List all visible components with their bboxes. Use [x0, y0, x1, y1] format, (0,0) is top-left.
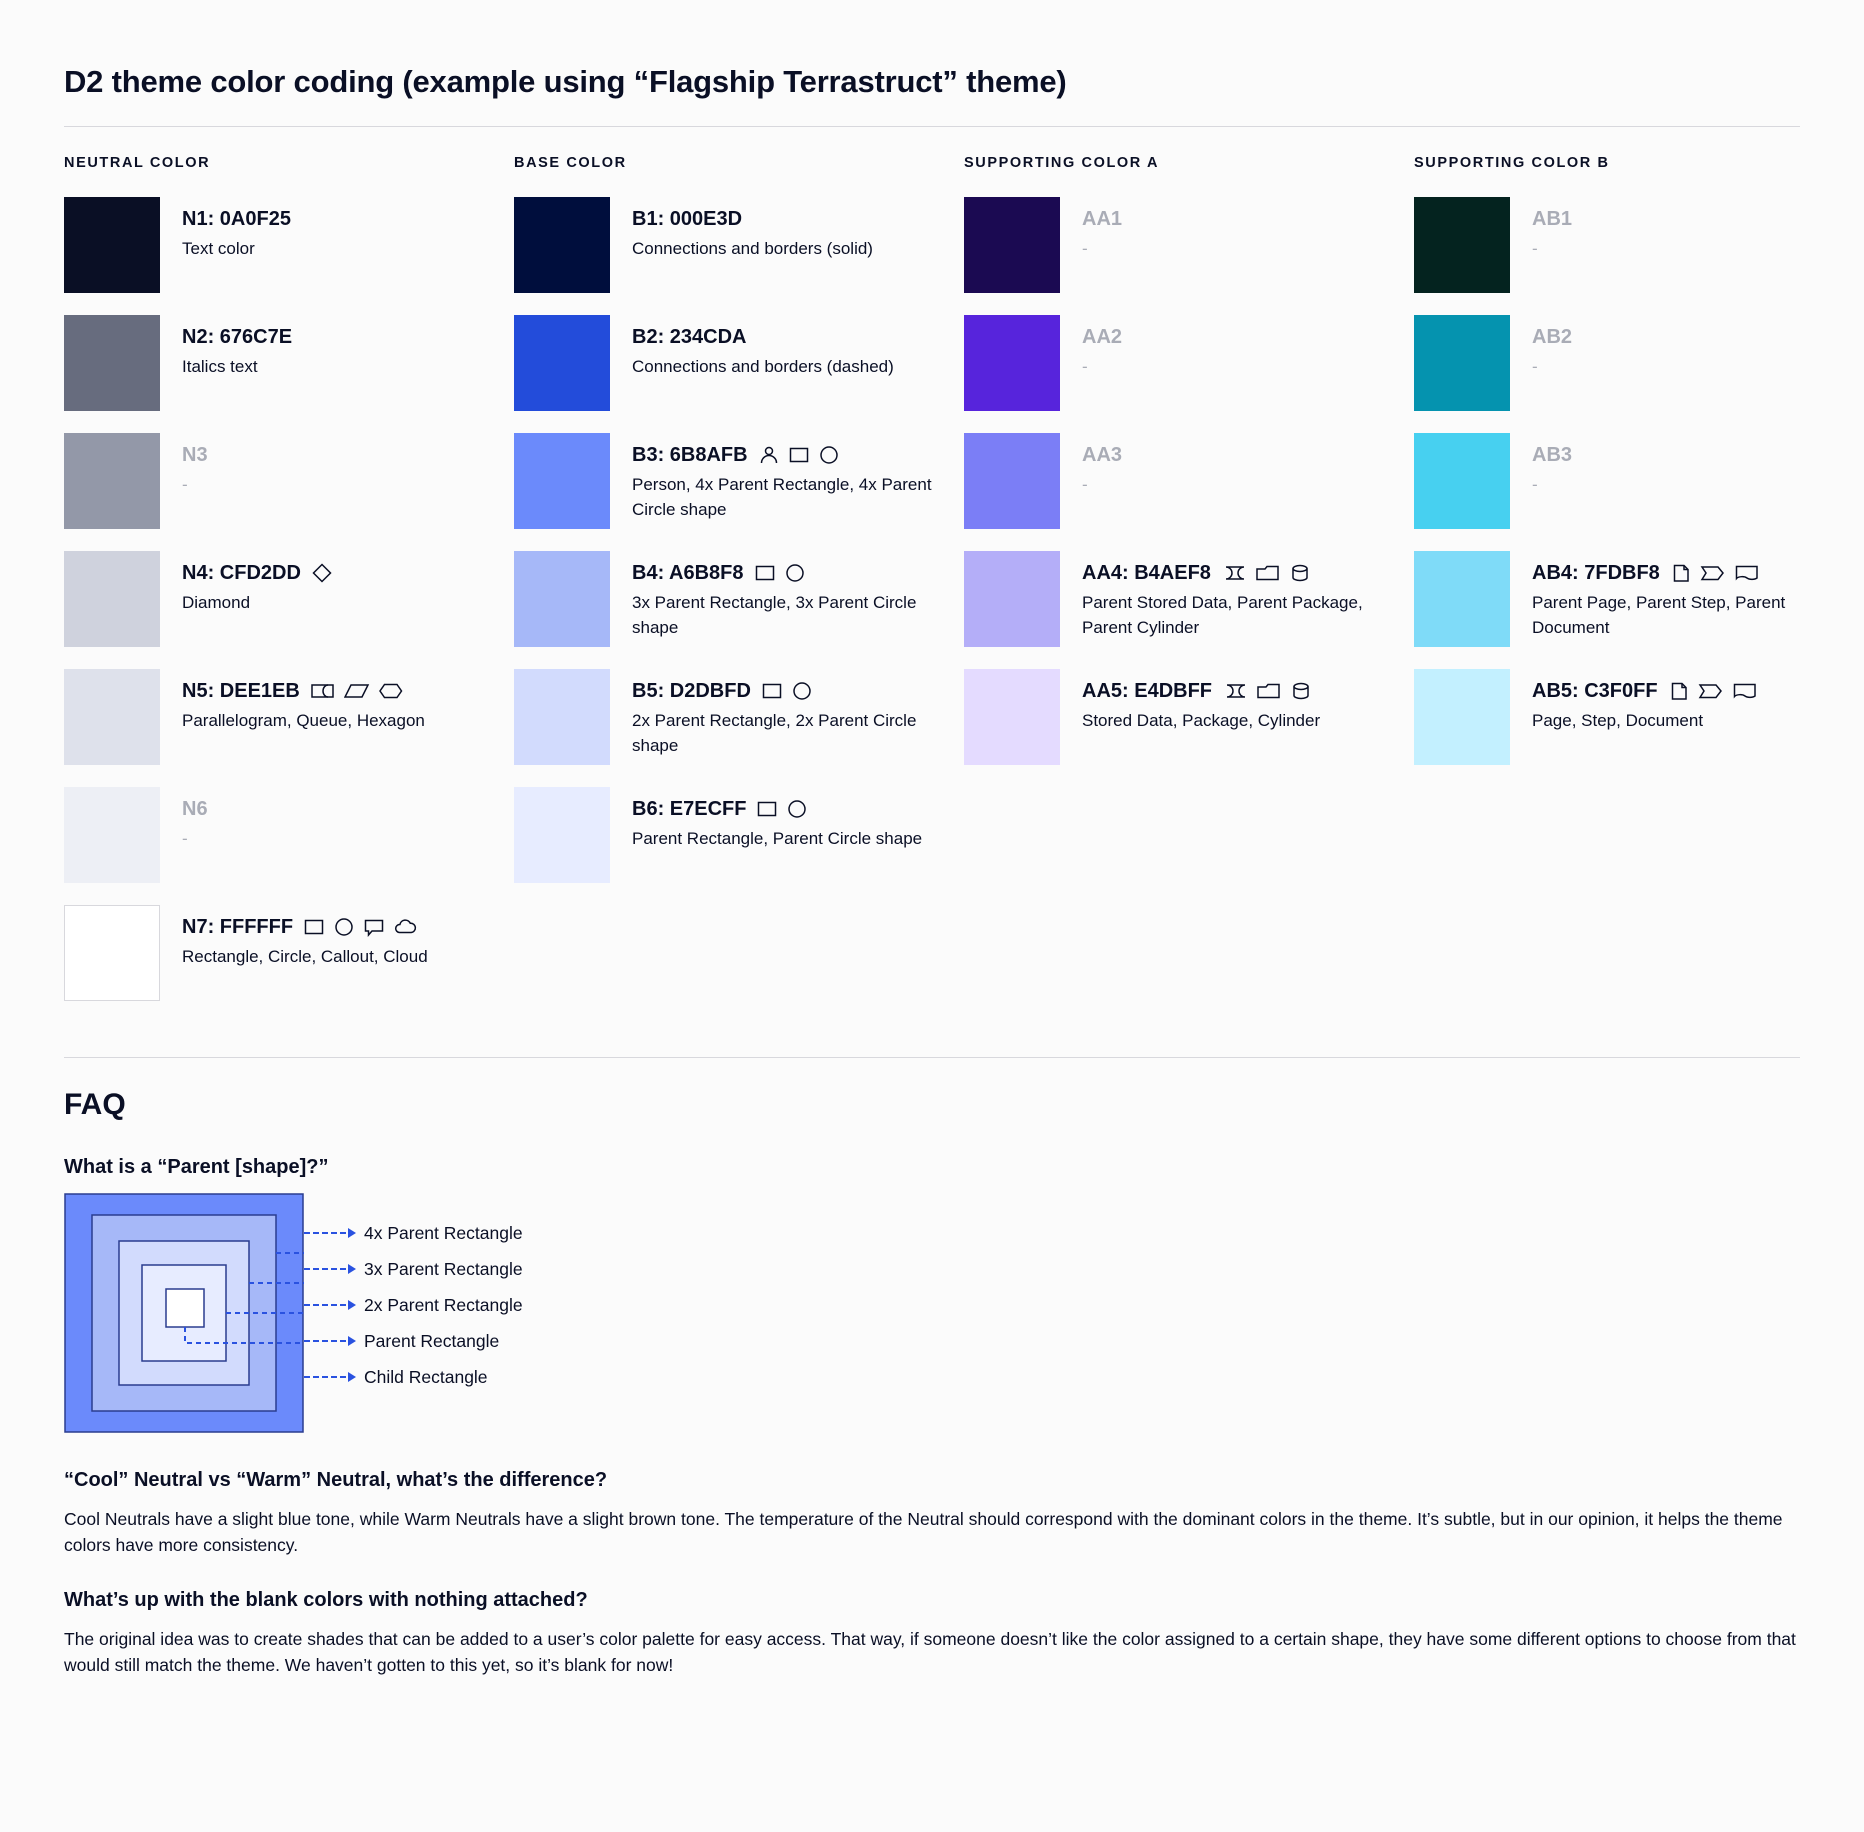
rectangle-icon	[788, 444, 810, 466]
color-swatch	[64, 433, 160, 529]
nesting-legend	[304, 1193, 523, 1395]
swatch-label	[182, 561, 514, 585]
swatch-description: Person, 4x Parent Rectangle, 4x Parent Circle shape	[632, 475, 932, 519]
swatch-label	[182, 325, 514, 349]
swatch-body	[1082, 315, 1414, 380]
faq-question-1: What is a “Parent [shape]?”	[64, 1156, 329, 1178]
column-heading: BASE COLOR	[514, 155, 627, 171]
swatch-body	[182, 315, 514, 380]
circle-icon	[791, 680, 813, 702]
leader-line	[304, 1304, 346, 1306]
nesting-legend-item	[304, 1287, 523, 1323]
swatch-body	[1532, 551, 1844, 640]
page-title: D2 theme color coding (example using “Flagship Terrastruct” theme)	[64, 64, 1067, 99]
swatch-body	[182, 433, 514, 498]
color-swatch-row	[1414, 433, 1844, 529]
swatch-body	[632, 315, 964, 380]
page-icon	[1670, 562, 1692, 584]
swatch-description: -	[1532, 357, 1538, 376]
swatch-label	[182, 207, 514, 231]
nesting-legend-label: 3x Parent Rectangle	[364, 1258, 523, 1279]
color-swatch	[64, 669, 160, 765]
package-icon	[1255, 562, 1281, 584]
leader-line	[304, 1376, 346, 1378]
faq-divider	[64, 1057, 1800, 1058]
diamond-icon	[311, 562, 333, 584]
color-column	[514, 155, 964, 1023]
arrow-icon	[348, 1372, 356, 1382]
swatch-body	[632, 197, 964, 262]
faq-heading: FAQ	[64, 1088, 126, 1121]
swatch-label	[632, 443, 964, 467]
color-swatch-row	[64, 433, 514, 529]
cylinder-icon	[1289, 562, 1311, 584]
color-swatch-row	[964, 433, 1414, 529]
swatch-label-text: N7: FFFFFF	[182, 916, 294, 938]
swatch-label-text: B2: 234CDA	[632, 326, 747, 348]
swatch-description: 2x Parent Rectangle, 2x Parent Circle shape	[632, 711, 917, 755]
swatch-label-text: N5: DEE1EB	[182, 680, 300, 702]
faq-answer-2: Cool Neutrals have a slight blue tone, while Warm Neutrals have a slight brown tone. The temperature of the Neutral should correspond with the dominant colors in the theme. It’s subtle, but in our opinion, it helps the theme colors have more consistency.	[64, 1509, 1783, 1556]
swatch-shape-icons	[761, 680, 813, 702]
swatch-label-text: N3	[182, 444, 208, 466]
page-icon	[1668, 680, 1690, 702]
leader-line	[304, 1232, 346, 1234]
color-swatch-row	[964, 197, 1414, 293]
swatch-label-text: AB3	[1532, 444, 1573, 466]
person-icon	[758, 444, 780, 466]
swatch-shape-icons	[1670, 562, 1760, 584]
rectangle-icon	[303, 916, 325, 938]
color-swatch-row	[964, 669, 1414, 765]
swatch-label-text: AB5: C3F0FF	[1532, 680, 1658, 702]
color-swatch	[514, 669, 610, 765]
swatch-body	[1532, 315, 1844, 380]
circle-icon	[786, 798, 808, 820]
swatch-label-text: AA2	[1082, 326, 1123, 348]
swatch-label-text: N2: 676C7E	[182, 326, 293, 348]
swatch-body	[1082, 669, 1414, 734]
swatch-label	[1082, 561, 1414, 585]
swatch-description: Connections and borders (dashed)	[632, 357, 894, 376]
step-icon	[1700, 562, 1726, 584]
swatch-description: -	[1082, 475, 1088, 494]
color-swatch-row	[514, 315, 964, 411]
swatch-label	[1532, 561, 1844, 585]
color-swatch-row	[514, 433, 964, 529]
swatch-label	[632, 797, 964, 821]
color-column	[964, 155, 1414, 1023]
swatch-label-text: AB2	[1532, 326, 1573, 348]
swatch-description: Parent Page, Parent Step, Parent Document	[1532, 593, 1786, 637]
swatch-label-text: B1: 000E3D	[632, 208, 743, 230]
stored-data-icon	[1222, 680, 1248, 702]
circle-icon	[784, 562, 806, 584]
color-swatch	[64, 551, 160, 647]
swatch-label	[632, 679, 964, 703]
nesting-legend-label: Parent Rectangle	[364, 1330, 500, 1351]
swatch-description: Text color	[182, 239, 255, 258]
nesting-legend-label: Child Rectangle	[364, 1366, 488, 1387]
swatch-label-text: AB1	[1532, 208, 1573, 230]
swatch-body	[1532, 197, 1844, 262]
swatch-shape-icons	[758, 444, 840, 466]
swatch-body	[182, 551, 514, 616]
color-swatch-row	[964, 551, 1414, 647]
swatch-description: Parent Stored Data, Parent Package, Parent Cylinder	[1082, 593, 1363, 637]
faq-answer-3: The original idea was to create shades that can be added to a user’s color palette for easy access. That way, if someone doesn’t like the color assigned to a certain shape, they have some different options to choose from that would still match the theme. We haven’t gotten to this yet, so it’s blank for now!	[64, 1628, 1796, 1675]
arrow-icon	[348, 1300, 356, 1310]
color-swatch-row	[64, 905, 514, 1001]
swatch-label-text: N4: CFD2DD	[182, 562, 301, 584]
swatch-description: Rectangle, Circle, Callout, Cloud	[182, 947, 428, 966]
swatch-label	[1082, 325, 1414, 349]
swatch-label	[632, 325, 964, 349]
color-swatch-row	[1414, 197, 1844, 293]
swatch-body	[182, 905, 514, 970]
color-swatch-row	[964, 315, 1414, 411]
nesting-legend-item	[304, 1323, 523, 1359]
queue-icon	[310, 680, 336, 702]
nesting-legend-label: 2x Parent Rectangle	[364, 1294, 523, 1315]
swatch-body	[182, 197, 514, 262]
color-swatch	[64, 315, 160, 411]
nesting-svg	[64, 1193, 304, 1433]
color-swatch	[514, 433, 610, 529]
swatch-description: -	[1082, 357, 1088, 376]
color-swatch-row	[1414, 315, 1844, 411]
color-swatch-row	[64, 197, 514, 293]
parallelogram-icon	[344, 680, 370, 702]
color-swatch	[964, 551, 1060, 647]
swatch-description: -	[1532, 239, 1538, 258]
nesting-legend-item	[304, 1251, 523, 1287]
arrow-icon	[348, 1336, 356, 1346]
swatch-description: Page, Step, Document	[1532, 711, 1704, 730]
swatch-label	[182, 915, 514, 939]
color-swatch	[1414, 197, 1510, 293]
swatch-shape-icons	[1221, 562, 1311, 584]
color-swatch	[1414, 669, 1510, 765]
nesting-legend-item	[304, 1215, 523, 1251]
swatch-description: Connections and borders (solid)	[632, 239, 873, 258]
swatch-label-text: AA3	[1082, 444, 1123, 466]
leader-line	[304, 1268, 346, 1270]
swatch-label	[1532, 207, 1844, 231]
nesting-diagram	[64, 1193, 1800, 1433]
color-swatch	[514, 197, 610, 293]
swatch-body	[632, 551, 964, 640]
swatch-description: -	[1532, 475, 1538, 494]
swatch-label	[632, 561, 964, 585]
swatch-label	[632, 207, 964, 231]
color-swatch-row	[514, 551, 964, 647]
color-column	[64, 155, 514, 1023]
cylinder-icon	[1290, 680, 1312, 702]
swatch-description: -	[1082, 239, 1088, 258]
swatch-label	[182, 679, 514, 703]
swatch-description: -	[182, 475, 188, 494]
circle-icon	[333, 916, 355, 938]
arrow-icon	[348, 1228, 356, 1238]
swatch-description: 3x Parent Rectangle, 3x Parent Circle shape	[632, 593, 917, 637]
color-swatch	[964, 433, 1060, 529]
swatch-body	[1082, 551, 1414, 640]
rectangle-icon	[754, 562, 776, 584]
swatch-shape-icons	[754, 562, 806, 584]
title-divider	[64, 126, 1800, 127]
circle-icon	[818, 444, 840, 466]
color-swatch	[964, 197, 1060, 293]
color-swatch-row	[64, 669, 514, 765]
swatch-body	[1082, 433, 1414, 498]
swatch-body	[632, 433, 964, 522]
rectangle-icon	[761, 680, 783, 702]
swatch-shape-icons	[1222, 680, 1312, 702]
swatch-shape-icons	[303, 916, 419, 938]
swatch-description: Parent Rectangle, Parent Circle shape	[632, 829, 923, 848]
swatch-shape-icons	[311, 562, 333, 584]
color-swatch	[1414, 315, 1510, 411]
swatch-label	[1532, 443, 1844, 467]
swatch-description: Parallelogram, Queue, Hexagon	[182, 711, 425, 730]
color-swatch-row	[514, 787, 964, 883]
color-swatch	[964, 669, 1060, 765]
color-swatch	[514, 315, 610, 411]
stored-data-icon	[1221, 562, 1247, 584]
swatch-body	[1082, 197, 1414, 262]
document-icon	[1732, 680, 1758, 702]
arrow-icon	[348, 1264, 356, 1274]
swatch-body	[632, 787, 964, 852]
color-swatch-row	[514, 669, 964, 765]
step-icon	[1698, 680, 1724, 702]
swatch-label-text: AA4: B4AEF8	[1082, 562, 1211, 584]
color-column	[1414, 155, 1844, 1023]
faq-question-2: “Cool” Neutral vs “Warm” Neutral, what’s the difference?	[64, 1469, 608, 1491]
nesting-legend-label: 4x Parent Rectangle	[364, 1222, 523, 1243]
swatch-label-text: N6	[182, 798, 208, 820]
swatch-body	[1532, 669, 1844, 734]
color-swatch	[64, 197, 160, 293]
swatch-label-text: N1: 0A0F25	[182, 208, 291, 230]
swatch-body	[182, 669, 514, 734]
swatch-label-text: AB4: 7FDBF8	[1532, 562, 1660, 584]
color-swatch-row	[1414, 669, 1844, 765]
rectangle-icon	[756, 798, 778, 820]
swatch-label	[182, 797, 514, 821]
color-swatch	[514, 551, 610, 647]
color-swatch-row	[64, 551, 514, 647]
column-heading: NEUTRAL COLOR	[64, 155, 211, 171]
faq-question-3: What’s up with the blank colors with nothing attached?	[64, 1588, 588, 1611]
swatch-label-text: B3: 6B8AFB	[632, 444, 748, 466]
swatch-description: Diamond	[182, 593, 251, 612]
color-swatch-row	[514, 197, 964, 293]
column-heading: SUPPORTING COLOR B	[1414, 155, 1610, 171]
cloud-icon	[393, 916, 419, 938]
swatch-label	[1532, 679, 1844, 703]
swatch-description: Italics text	[182, 357, 258, 376]
color-swatch	[64, 905, 160, 1001]
swatch-shape-icons	[310, 680, 404, 702]
color-swatch	[964, 315, 1060, 411]
swatch-label	[1082, 443, 1414, 467]
swatch-label	[1532, 325, 1844, 349]
hexagon-icon	[378, 680, 404, 702]
swatch-label-text: B4: A6B8F8	[632, 562, 744, 584]
nesting-legend-item	[304, 1359, 523, 1395]
document-icon	[1734, 562, 1760, 584]
color-swatch	[1414, 551, 1510, 647]
swatch-label-text: B6: E7ECFF	[632, 798, 747, 820]
column-heading: SUPPORTING COLOR A	[964, 155, 1160, 171]
color-swatch	[514, 787, 610, 883]
swatch-description: -	[182, 829, 188, 848]
swatch-label-text: AA5: E4DBFF	[1082, 680, 1213, 702]
swatch-label-text: AA1	[1082, 208, 1123, 230]
color-swatch-row	[1414, 551, 1844, 647]
leader-line	[304, 1340, 346, 1342]
swatch-shape-icons	[756, 798, 808, 820]
package-icon	[1256, 680, 1282, 702]
swatch-shape-icons	[1668, 680, 1758, 702]
swatch-description: Stored Data, Package, Cylinder	[1082, 711, 1321, 730]
color-swatch	[1414, 433, 1510, 529]
swatch-label-text: B5: D2DBFD	[632, 680, 751, 702]
color-swatch	[64, 787, 160, 883]
swatch-body	[1532, 433, 1844, 498]
swatch-label	[1082, 679, 1414, 703]
color-columns	[64, 155, 1800, 1023]
callout-icon	[363, 916, 385, 938]
color-swatch-row	[64, 315, 514, 411]
swatch-body	[632, 669, 964, 758]
swatch-label	[182, 443, 514, 467]
swatch-label	[1082, 207, 1414, 231]
swatch-body	[182, 787, 514, 852]
color-swatch-row	[64, 787, 514, 883]
